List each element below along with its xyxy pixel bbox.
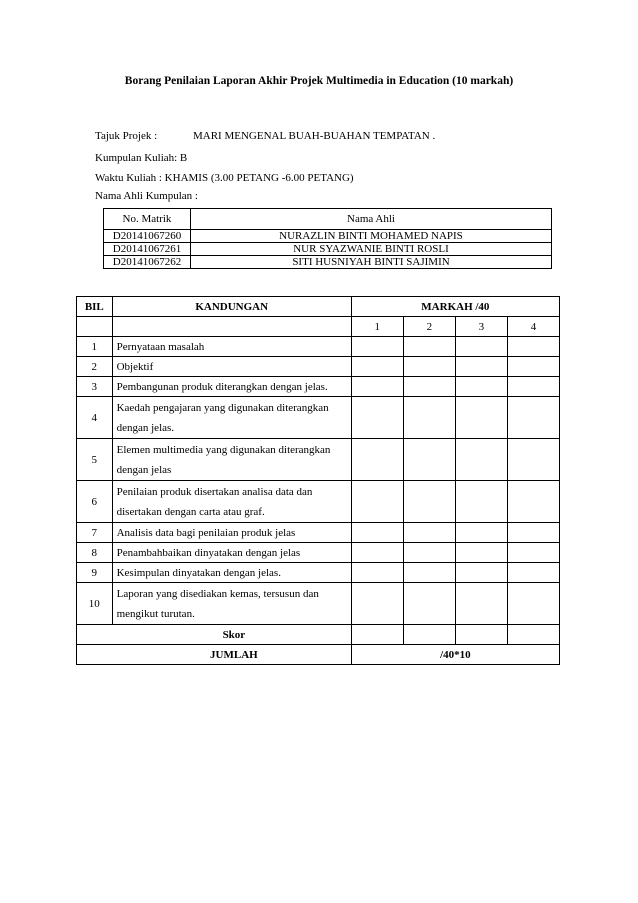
scale-row <box>77 317 560 337</box>
lecture-time: Waktu Kuliah : KHAMIS (3.00 PETANG -6.00 PETANG) <box>95 172 354 184</box>
evaluation-header-row <box>77 297 560 317</box>
member-matric: D20141067262 <box>104 256 191 269</box>
criteria-row <box>77 439 560 481</box>
criteria-line: Penilaian produk disertakan analisa data dan <box>116 485 313 498</box>
mark-cell-4[interactable] <box>507 377 559 397</box>
criteria-text <box>112 439 351 481</box>
criteria-number: 5 <box>77 439 113 481</box>
criteria-text <box>112 481 351 523</box>
member-name: NURAZLIN BINTI MOHAMED NAPIS <box>191 230 552 243</box>
criteria-number: 7 <box>77 523 113 543</box>
mark-cell-2[interactable] <box>403 397 455 439</box>
mark-cell-1[interactable] <box>351 583 403 625</box>
skor-cell-3[interactable] <box>455 625 507 645</box>
scale-1: 1 <box>351 317 403 337</box>
evaluation-table <box>76 296 560 665</box>
member-row <box>104 230 552 243</box>
criteria-row <box>77 583 560 625</box>
mark-cell-4[interactable] <box>507 397 559 439</box>
criteria-number: 9 <box>77 563 113 583</box>
skor-label: Skor <box>77 625 352 645</box>
project-title-value: MARI MENGENAL BUAH-BUAHAN TEMPATAN . <box>193 130 436 142</box>
member-name: SITI HUSNIYAH BINTI SAJIMIN <box>191 256 552 269</box>
mark-cell-1[interactable] <box>351 357 403 377</box>
total-value: /40*10 <box>351 645 559 665</box>
member-matric: D20141067260 <box>104 230 191 243</box>
mark-cell-2[interactable] <box>403 357 455 377</box>
criteria-row <box>77 397 560 439</box>
mark-cell-1[interactable] <box>351 397 403 439</box>
member-row <box>104 256 552 269</box>
criteria-text: Objektif <box>112 357 351 377</box>
criteria-row <box>77 481 560 523</box>
mark-cell-1[interactable] <box>351 439 403 481</box>
criteria-text: Kesimpulan dinyatakan dengan jelas. <box>112 563 351 583</box>
criteria-text: Analisis data bagi penilaian produk jelas <box>112 523 351 543</box>
mark-cell-3[interactable] <box>455 543 507 563</box>
mark-cell-3[interactable] <box>455 523 507 543</box>
matric-header: No. Matrik <box>104 209 191 230</box>
name-header: Nama Ahli <box>191 209 552 230</box>
mark-cell-1[interactable] <box>351 377 403 397</box>
skor-cell-4[interactable] <box>507 625 559 645</box>
criteria-line: Laporan yang disediakan kemas, tersusun dan <box>116 587 319 600</box>
marks-header: MARKAH /40 <box>351 297 559 317</box>
mark-cell-4[interactable] <box>507 543 559 563</box>
criteria-row <box>77 357 560 377</box>
scale-empty-cell <box>77 317 113 337</box>
mark-cell-2[interactable] <box>403 481 455 523</box>
mark-cell-2[interactable] <box>403 377 455 397</box>
member-row <box>104 243 552 256</box>
mark-cell-2[interactable] <box>403 583 455 625</box>
scale-4: 4 <box>507 317 559 337</box>
mark-cell-2[interactable] <box>403 543 455 563</box>
mark-cell-2[interactable] <box>403 563 455 583</box>
criteria-row <box>77 543 560 563</box>
criteria-text <box>112 397 351 439</box>
skor-cell-2[interactable] <box>403 625 455 645</box>
criteria-line: disertakan dengan carta atau graf. <box>116 505 265 518</box>
criteria-row <box>77 523 560 543</box>
criteria-number: 8 <box>77 543 113 563</box>
criteria-line: Kaedah pengajaran yang digunakan diterangkan <box>116 401 329 414</box>
mark-cell-4[interactable] <box>507 439 559 481</box>
member-name: NUR SYAZWANIE BINTI ROSLI <box>191 243 552 256</box>
content-header: KANDUNGAN <box>112 297 351 317</box>
group-members-label: Nama Ahli Kumpulan : <box>95 190 198 202</box>
criteria-line: Elemen multimedia yang digunakan diterangkan <box>116 443 331 456</box>
mark-cell-2[interactable] <box>403 523 455 543</box>
criteria-row <box>77 377 560 397</box>
scale-3: 3 <box>455 317 507 337</box>
mark-cell-4[interactable] <box>507 523 559 543</box>
skor-row <box>77 625 560 645</box>
mark-cell-2[interactable] <box>403 439 455 481</box>
criteria-number: 2 <box>77 357 113 377</box>
members-table <box>103 208 552 269</box>
criteria-text <box>112 583 351 625</box>
mark-cell-3[interactable] <box>455 377 507 397</box>
mark-cell-4[interactable] <box>507 337 559 357</box>
mark-cell-4[interactable] <box>507 481 559 523</box>
mark-cell-4[interactable] <box>507 583 559 625</box>
project-title-label: Tajuk Projek : <box>95 130 158 142</box>
criteria-line: mengikut turutan. <box>116 607 195 620</box>
criteria-text: Penambahbaikan dinyatakan dengan jelas <box>112 543 351 563</box>
mark-cell-4[interactable] <box>507 563 559 583</box>
mark-cell-3[interactable] <box>455 481 507 523</box>
total-label: JUMLAH <box>77 645 352 665</box>
mark-cell-3[interactable] <box>455 563 507 583</box>
project-title-line <box>95 130 436 142</box>
mark-cell-3[interactable] <box>455 337 507 357</box>
criteria-number: 10 <box>77 583 113 625</box>
members-header-row <box>104 209 552 230</box>
criteria-number: 3 <box>77 377 113 397</box>
criteria-text: Pembangunan produk diterangkan dengan jelas. <box>112 377 351 397</box>
skor-cell-1[interactable] <box>351 625 403 645</box>
criteria-line: dengan jelas. <box>116 421 175 434</box>
mark-cell-1[interactable] <box>351 563 403 583</box>
mark-cell-3[interactable] <box>455 397 507 439</box>
mark-cell-1[interactable] <box>351 481 403 523</box>
mark-cell-1[interactable] <box>351 543 403 563</box>
lecture-group: Kumpulan Kuliah: B <box>95 152 188 164</box>
criteria-number: 1 <box>77 337 113 357</box>
mark-cell-1[interactable] <box>351 337 403 357</box>
scale-2: 2 <box>403 317 455 337</box>
mark-cell-3[interactable] <box>455 439 507 481</box>
criteria-text: Pernyataan masalah <box>112 337 351 357</box>
total-row <box>77 645 560 665</box>
criteria-number: 4 <box>77 397 113 439</box>
mark-cell-2[interactable] <box>403 337 455 357</box>
mark-cell-3[interactable] <box>455 583 507 625</box>
criteria-number: 6 <box>77 481 113 523</box>
criteria-row <box>77 563 560 583</box>
form-title: Borang Penilaian Laporan Akhir Projek Multimedia in Education (10 markah) <box>124 75 514 87</box>
bil-header: BIL <box>77 297 113 317</box>
mark-cell-4[interactable] <box>507 357 559 377</box>
criteria-line: dengan jelas <box>116 463 172 476</box>
mark-cell-3[interactable] <box>455 357 507 377</box>
member-matric: D20141067261 <box>104 243 191 256</box>
scale-empty-cell <box>112 317 351 337</box>
mark-cell-1[interactable] <box>351 523 403 543</box>
criteria-row <box>77 337 560 357</box>
